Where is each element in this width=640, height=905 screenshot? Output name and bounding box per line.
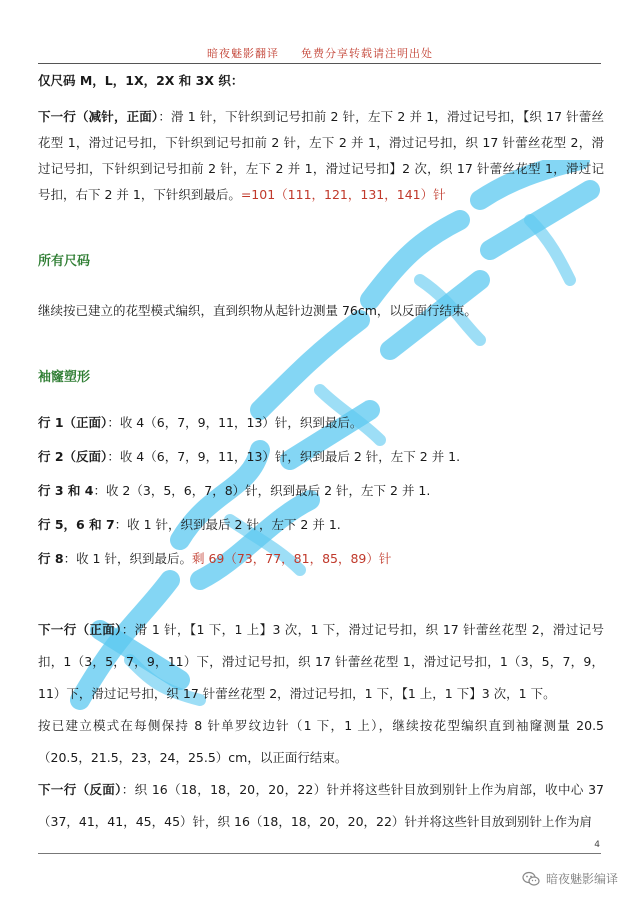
row-label: 行 5，6 和 7 (38, 517, 115, 532)
page-header (0, 45, 640, 61)
document-body (38, 66, 604, 838)
row-label: 行 1（正面） (38, 415, 108, 430)
paragraph-next-row-rs (38, 614, 604, 710)
wechat-icon (522, 871, 540, 887)
footer-brand (522, 870, 618, 887)
row-label: 下一行（正面） (38, 622, 122, 637)
stitch-count: =101（111，121，131，141）针 (240, 187, 446, 202)
stitch-count: 剩 69（73，77，81，85，89）针 (191, 551, 392, 566)
armhole-row-1 (38, 410, 604, 436)
header-rule (38, 63, 601, 64)
armhole-row-8 (38, 546, 604, 572)
section-title-sizes: 仅尺码 M，L，1X，2X 和 3X 织： (38, 73, 244, 88)
heading-armhole-shaping: 袖窿塑形 (38, 370, 91, 385)
row-text: ：收 4（6，7，9，11，13）针，织到最后 2 针，左下 2 并 1. (107, 449, 461, 464)
row-label: 下一行（反面） (38, 782, 122, 797)
row-text: ：织 16（18，18，20，20，22）针并将这些针目放到别针上作为肩部，收中心 37（37，41，41，45，45）针，织 16（18，18，20，20，22）针并将这些针目放到别针上作为肩 (38, 782, 604, 829)
row-text: ：滑 1 针，下针织到记号扣前 2 针，左下 2 并 1，滑过记号扣，【织 17 针蕾丝花型 1，滑过记号扣，下针织到记号扣前 2 针，左下 2 并 1，滑过记号扣，织 17 针蕾丝花型 2，滑过记号扣，下针织到记号扣前 2 针，左下 2 并 1，滑过记号扣】2 次，织 17 针蕾丝花型 1，滑过记号扣，右下 2 并 1，下针织到最后。 (38, 109, 604, 202)
paragraph-decrease-row (38, 104, 604, 208)
row-text: ：滑 1 针，【1 下，1 上】3 次，1 下，滑过记号扣，织 17 针蕾丝花型 2，滑过记号扣，1（3，5，7，9，11）下，滑过记号扣，织 17 针蕾丝花型 1，滑过记号扣，1（3，5，7，9，11）下，滑过记号扣，织 17 针蕾丝花型 2，滑过记号扣，1 下，【1 上，1 下】3 次，1 下。 (38, 622, 604, 701)
header-left-text: 暗夜魅影翻译 (207, 47, 279, 60)
armhole-row-2 (38, 444, 604, 470)
paragraph-all-sizes: 继续按已建立的花型模式编织，直到织物从起针边测量 76cm，以反面行结束。 (38, 303, 477, 318)
armhole-row-3-4 (38, 478, 604, 504)
heading-all-sizes: 所有尺码 (38, 254, 91, 269)
paragraph-next-row-ws (38, 774, 604, 838)
row-label: 行 8 (38, 551, 64, 566)
row-label: 下一行（减针，正面） (38, 109, 159, 124)
paragraph-continue: 按已建立模式在每侧保持 8 针单罗纹边针（1 下，1 上），继续按花型编织直到袖窿测量 20.5（20.5，21.5，23，24，25.5）cm，以正面行结束。 (38, 718, 604, 765)
page-number: 4 (594, 840, 600, 850)
row-label: 行 3 和 4 (38, 483, 94, 498)
row-text: ：收 1 针，织到最后。 (63, 551, 192, 566)
footer-rule (38, 853, 601, 854)
header-right-text: 免费分享转载请注明出处 (301, 47, 433, 60)
brand-name: 暗夜魅影编译 (545, 872, 618, 886)
row-text: ：收 4（6，7，9，11，13）针，织到最后。 (107, 415, 363, 430)
row-text: ：收 2（3，5，6，7，8）针，织到最后 2 针，左下 2 并 1. (93, 483, 431, 498)
armhole-row-5-7 (38, 512, 604, 538)
row-text: ：收 1 针，织到最后 2 针，左下 2 并 1. (114, 517, 341, 532)
row-label: 行 2（反面） (38, 449, 108, 464)
